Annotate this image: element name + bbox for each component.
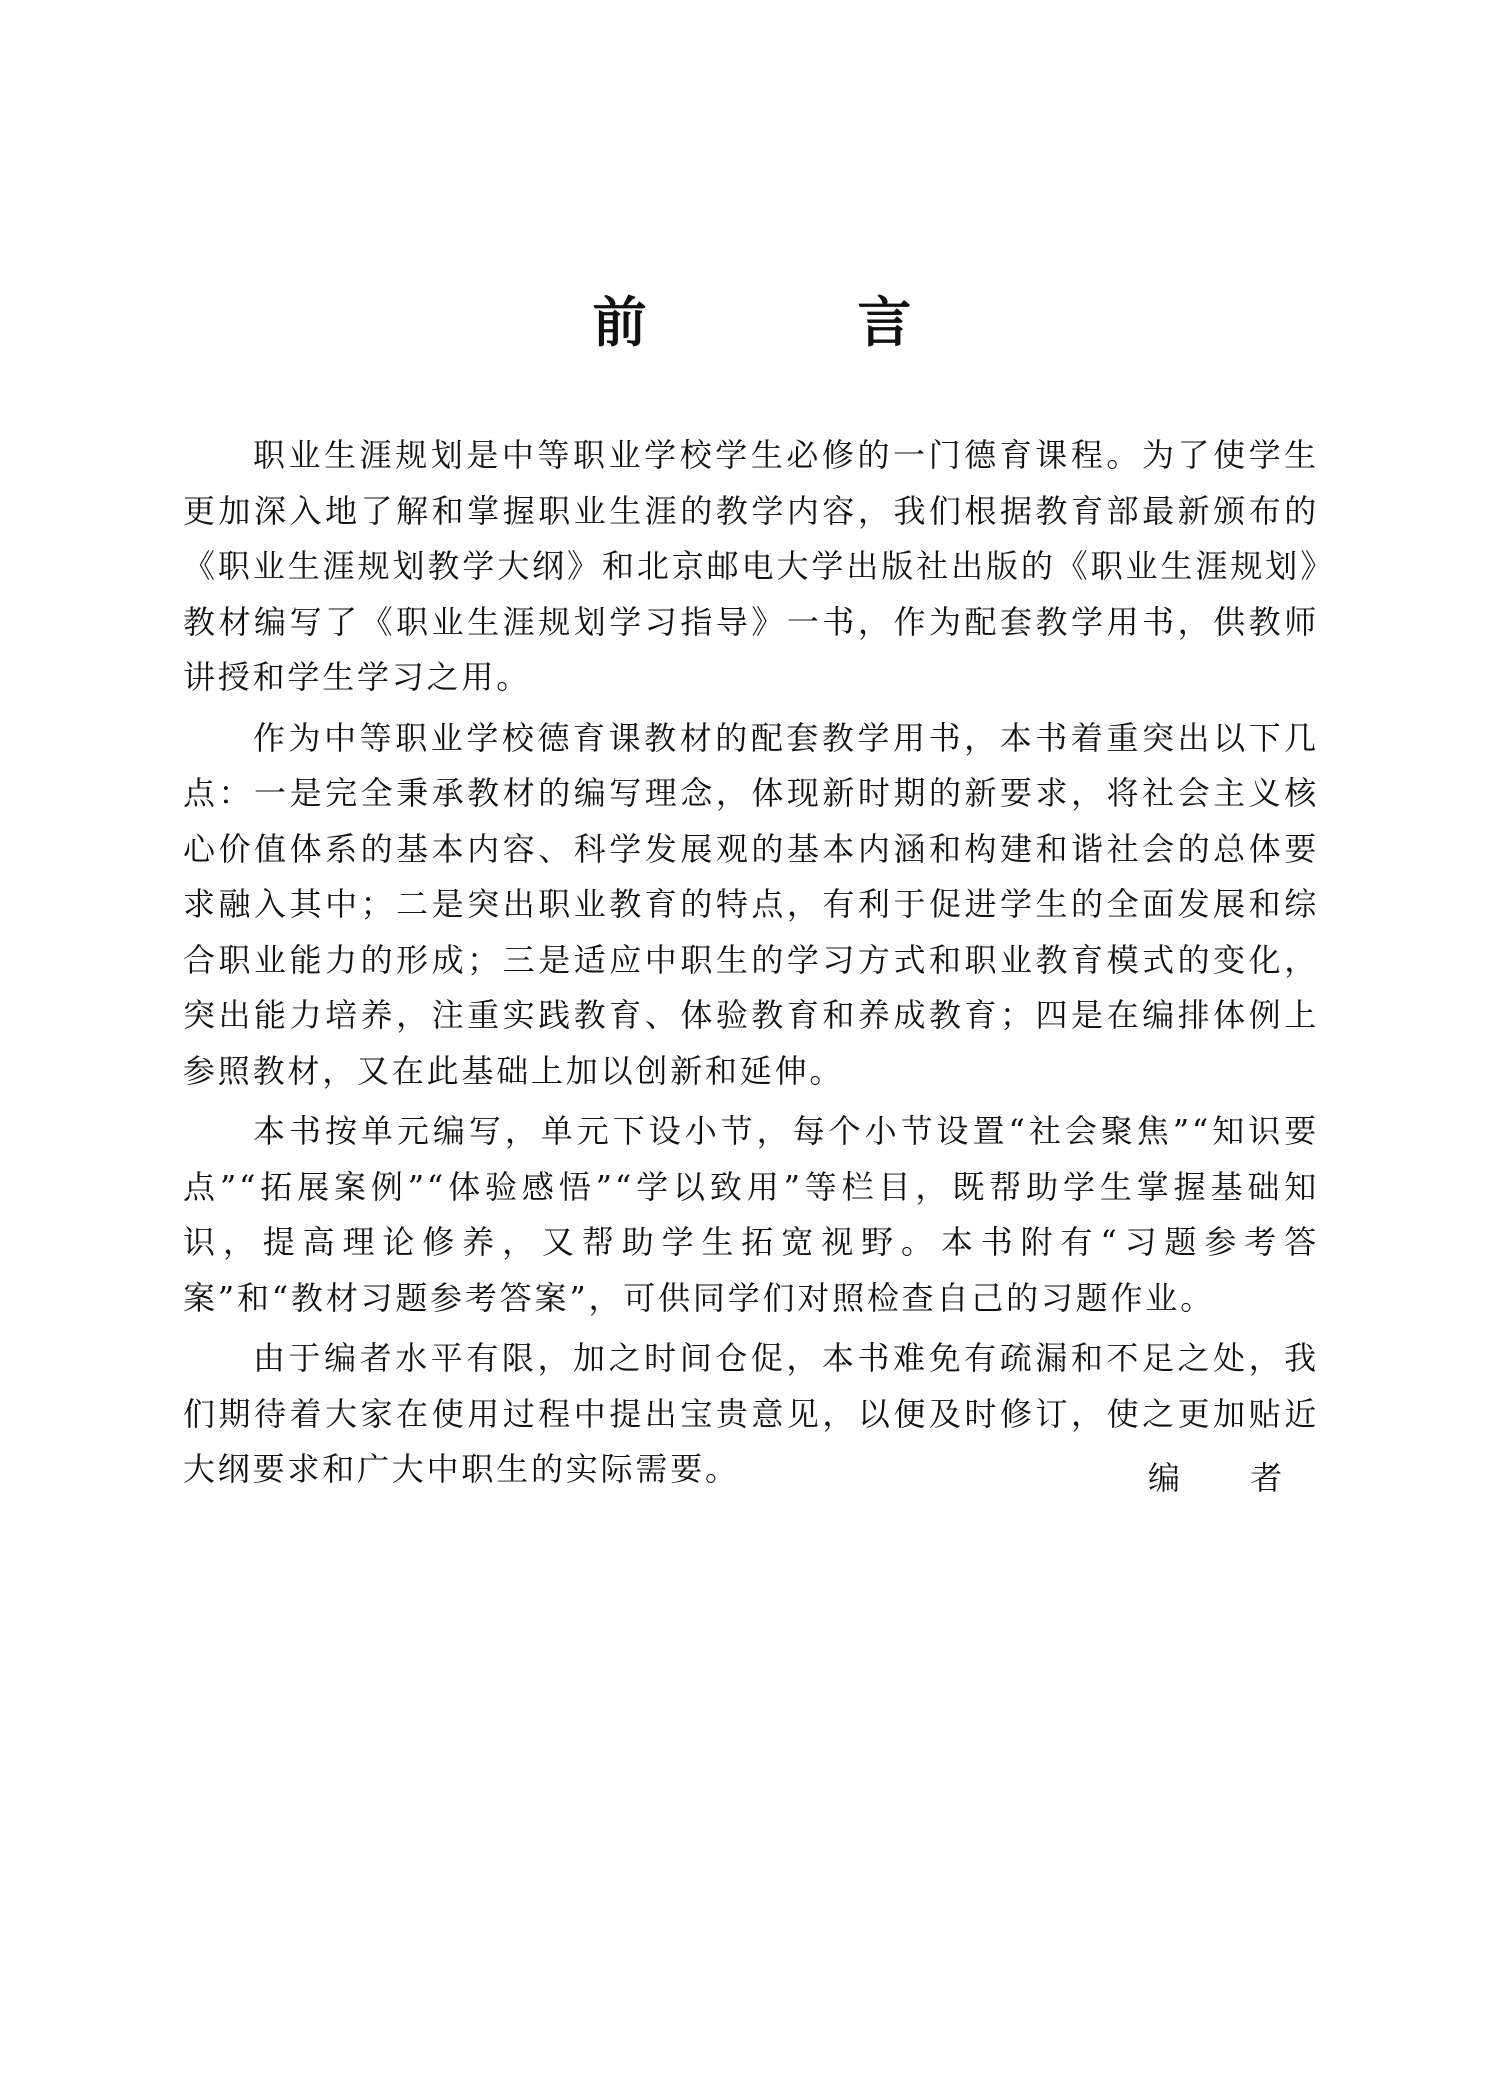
paragraph-3: 本书按单元编写，单元下设小节，每个小节设置“社会聚焦”“知识要点”“拓展案例”“体验感悟”“学以致用”等栏目，既帮助学生掌握基础知识，提高理论修养，又帮助学生拓宽视野。本书附有“习题参考答案”和“教材习题参考答案”，可供同学们对照检查自己的习题作业。 (183, 1112, 1319, 1317)
preface-body (183, 428, 1319, 1503)
paragraph-1: 职业生涯规划是中等职业学校学生必修的一门德育课程。为了使学生更加深入地了解和掌握职业生涯的教学内容，我们根据教育部最新颁布的《职业生涯规划教学大纲》和北京邮电大学出版社出版的《职业生涯规划》教材编写了《职业生涯规划学习指导》一书，作为配套教学用书，供教师讲授和学生学习之用。 (183, 436, 1319, 696)
paragraph-4: 由于编者水平有限，加之时间仓促，本书难免有疏漏和不足之处，我们期待着大家在使用过程中提出宝贵意见，以便及时修订，使之更加贴近大纲要求和广大中职生的实际需要。 (183, 1339, 1319, 1488)
paragraph-2: 作为中等职业学校德育课教材的配套教学用书，本书着重突出以下几点：一是完全秉承教材的编写理念，体现新时期的新要求，将社会主义核心价值体系的基本内容、科学发展观的基本内涵和构建和谐社会的总体要求融入其中；二是突出职业教育的特点，有利于促进学生的全面发展和综合职业能力的形成；三是适应中职生的学习方式和职业教育模式的变化，突出能力培养，注重实践教育、体验教育和养成教育；四是在编排体例上参照教材，又在此基础上加以创新和延伸。 (183, 718, 1319, 1090)
page-title: 前 言 (592, 290, 1008, 354)
author-signature: 编 者 (1148, 1459, 1313, 1497)
